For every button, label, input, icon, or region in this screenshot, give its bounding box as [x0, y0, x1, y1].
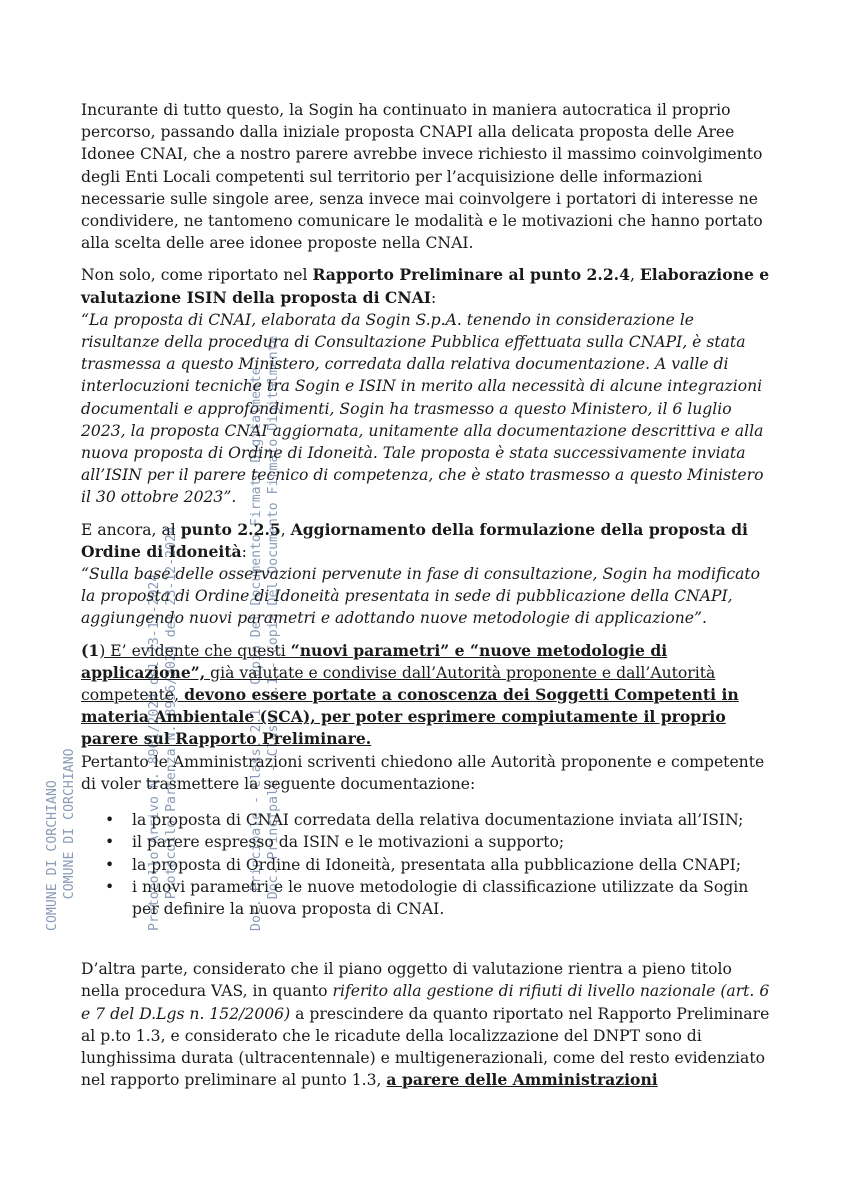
paragraph-rapporto-2-2-4 — [81, 264, 771, 508]
p4-text-a: ) E’ evidente che questi — [99, 641, 291, 660]
p2-section-title: Elaborazione e valutazione ISIN della proposta di CNAI — [81, 265, 770, 307]
stamp-line-1-overlay: COMUNE DI CORCHIANO — [45, 780, 60, 931]
stamp-line-1-text: COMUNE DI CORCHIANO — [62, 748, 77, 900]
list-item: • la proposta di Ordine di Idoneità, presentata alla pubblicazione della CNAPI; — [81, 854, 771, 876]
p3-separator: , — [280, 520, 291, 539]
paragraph-intro: Incurante di tutto questo, la Sogin ha continuato in maniera autocratica il proprio percorso, passando dalla iniziale proposta CNAPI alla delicata proposta delle Aree Idonee CNAI, che a nostro parere avrebbe invece richiesto il massimo coinvolgimento degli Enti Locali competenti sul territorio per l’acquisizione delle informazioni necessarie sulle singole aree, senza invece mai coinvolgere i portatori di interesse ne condividere, ne tantomeno comunicare le modalità e le motivazioni che hanno portato alla scelta delle aree idonee proposte nella CNAI. — [81, 101, 763, 253]
p4-footnote-number: (1 — [81, 640, 100, 660]
p3-section-ref: punto 2.2.5 — [180, 519, 281, 539]
paragraph-punto-2-2-5 — [81, 519, 771, 630]
p3-section-title: Aggiornamento della formulazione della proposta di Ordine di Idoneità — [81, 519, 748, 561]
paragraph-request — [81, 640, 771, 795]
p5-text-b: a prescindere da quanto riportato nel Rapporto Preliminare al p.to 1.3, e considerato che le ricadute della localizzazione del DNPT sono di lunghissima durata (ultracentennale) e multigenerazionali, come del resto evidenziato nel rapporto preliminare al punto 1.3, — [81, 1004, 770, 1090]
p3-quote: “Sulla base delle osservazioni pervenute in fase di consultazione, Sogin ha modificato la proposta di Ordine di Idoneità presentata in sede di pubblicazione della CNAPI, aggiungendo nuovi parametri e adottando nuove metodologie di applicazione”. — [81, 565, 761, 628]
p2-intro-text: Non solo, come riportato nel — [81, 266, 313, 285]
p3-intro-text: E ancora, al — [81, 520, 181, 539]
p4-bold-parameters: “nuovi parametri” e “nuove metodologie di applicazione”, — [81, 640, 668, 682]
p5-text-a: D’altra parte, considerato che il piano oggetto di valutazione rientra a pieno titolo nella procedura VAS, in quanto — [81, 960, 732, 1001]
stamp-line-3-overlay: Doc. Principale - Class. 2.1 - Copia Del Documento Firmato Digitalmente — [249, 367, 264, 931]
list-item: • i nuovi parametri e le nuove metodologie di classificazione utilizzate da Sogin per definire la nuova proposta di CNAI. — [81, 876, 771, 920]
list-item: • il parere espresso da ISIN e le motivazioni a supporto; — [81, 831, 771, 853]
p2-colon: : — [431, 288, 437, 307]
stamp-line-2-text: Protocollo Partenza N. 8956/2024 del 23-12-2024 — [164, 526, 179, 900]
document-body — [81, 99, 771, 1091]
p2-section-ref: Rapporto Preliminare al punto 2.2.4 — [312, 265, 630, 285]
p5-italic-ref: riferito alla gestione di rifiuti di livello nazionale (art. 6 e 7 del D.Lgs n. 152/2006) — [81, 982, 770, 1023]
stamp-line-2-overlay: Protocollo Arrivo N. 8961/2024 del 23-12-2024 — [147, 573, 162, 931]
documentation-list — [81, 809, 771, 920]
p5-bold-end: a parere delle Amministrazioni — [386, 1070, 658, 1090]
list-item: • la proposta di CNAI corredata della relativa documentazione inviata all’ISIN; — [81, 809, 771, 831]
stamp-line-3-text: Doc. Principale - Class. 1.1 - Copia Del Documento Firmato Digitalmente — [266, 335, 281, 900]
p2-separator: , — [629, 266, 640, 285]
paragraph-vas — [81, 958, 771, 1091]
p2-quote: “La proposta di CNAI, elaborata da Sogin S.p.A. tenendo in considerazione le risultanze della procedura di Consultazione Pubblica effettuata sulla CNAPI, è stata trasmessa a questo Ministero, corredata dalla relativa documentazione. A valle di interlocuzioni tecniche tra Sogin e ISIN in merito alla necessità di alcune integrazioni documentali e approfondimenti, Sogin ha trasmesso a questo Ministero, il 6 luglio 2023, la proposta CNAI aggiornata, unitamente alla documentazione descrittiva e alla nuova proposta di Ordine di Idoneità. Tale proposta è stata successivamente inviata all’ISIN per il parere tecnico di competenza, che è stato trasmesso a questo Ministero il 30 ottobre 2023”. — [81, 310, 764, 507]
p4-text-c: Pertanto le Amministrazioni scriventi chiedono alle Autorità proponente e competente di voler trasmettere la seguente documentazione: — [81, 752, 765, 793]
p4-text-b: già valutate e condivise dall’Autorità proponente e dall’Autorità competente, — [81, 663, 716, 705]
p3-colon: : — [241, 542, 247, 561]
p4-bold-sca: devono essere portate a conoscenza dei Soggetti Competenti in materia Ambientale (SCA), per poter esprimere compiutamente il proprio parere sul Rapporto Preliminare. — [81, 685, 739, 749]
